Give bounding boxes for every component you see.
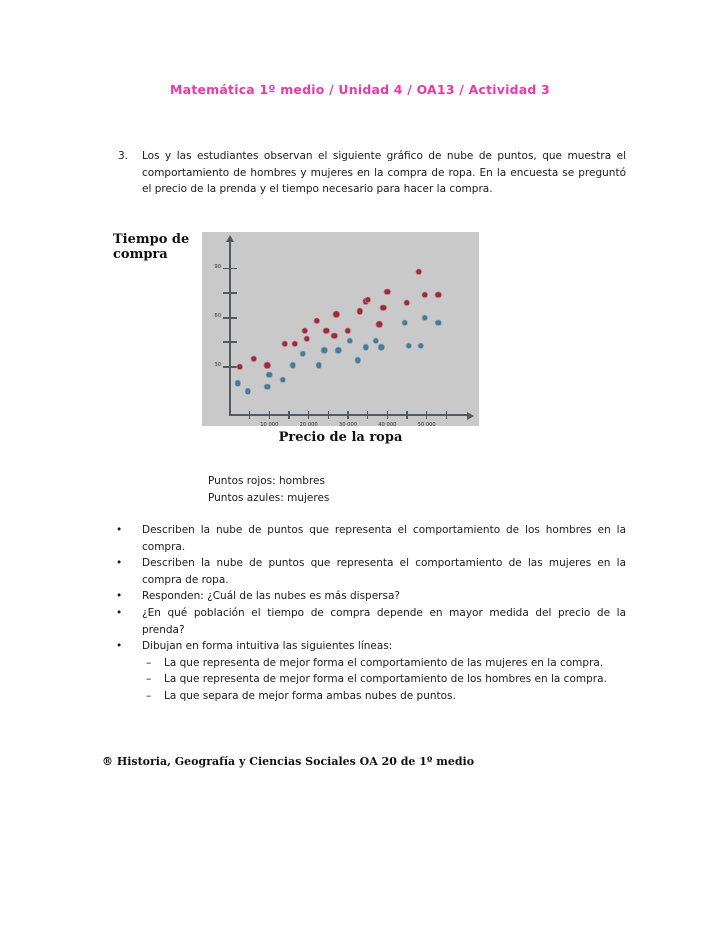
chart-data-point-hombres bbox=[314, 318, 319, 323]
chart-x-axis-title: Precio de la ropa bbox=[278, 430, 403, 445]
chart-data-point-hombres bbox=[385, 289, 390, 294]
task-list-item-text: Dibujan en forma intuitiva las siguientes líneas: bbox=[142, 640, 393, 653]
task-sublist-item-text: La que separa de mejor forma ambas nubes de puntos. bbox=[164, 689, 456, 702]
dash-marker-icon: – bbox=[146, 689, 152, 702]
task-list-item bbox=[110, 588, 626, 605]
chart-data-point-mujeres bbox=[280, 377, 285, 382]
chart-data-point-mujeres bbox=[363, 344, 368, 349]
chart-data-point-mujeres bbox=[245, 389, 250, 394]
chart-data-point-hombres bbox=[416, 269, 421, 274]
chart-data-point-mujeres bbox=[379, 344, 384, 349]
task-list-item-text: Describen la nube de puntos que representa el comportamiento de los hombres en la compra. bbox=[142, 524, 626, 553]
task-sublist-item bbox=[146, 671, 626, 688]
chart-legend bbox=[208, 473, 329, 507]
chart-data-point-mujeres bbox=[347, 338, 352, 343]
chart-y-tick bbox=[223, 292, 237, 294]
task-list-item-text: Responden: ¿Cuál de las nubes es más dispersa? bbox=[142, 590, 400, 603]
chart-data-point-mujeres bbox=[335, 348, 340, 353]
chart-plot-area bbox=[202, 232, 479, 426]
bullet-marker-icon: • bbox=[116, 590, 123, 603]
legend-item-hombres: Puntos rojos: hombres bbox=[208, 475, 325, 487]
chart-x-tick bbox=[338, 411, 358, 428]
chart-x-tick-label: 40 000 bbox=[378, 422, 397, 428]
chart-data-point-mujeres bbox=[418, 343, 423, 348]
bullet-marker-icon: • bbox=[116, 606, 123, 619]
chart-data-point-hombres bbox=[345, 328, 350, 333]
chart-data-point-hombres bbox=[333, 312, 338, 317]
chart-x-tick bbox=[446, 411, 448, 419]
chart-x-tick bbox=[378, 411, 397, 428]
task-sublist-item-text: La que representa de mejor forma el comportamiento de las mujeres en la compra. bbox=[164, 656, 604, 669]
chart-y-axis-title: Tiempo de compra bbox=[113, 232, 190, 262]
bullet-marker-icon: • bbox=[116, 524, 123, 536]
chart-x-tick bbox=[367, 411, 369, 419]
chart-x-tick bbox=[417, 411, 436, 428]
bullet-marker-icon: • bbox=[116, 557, 123, 570]
task-list-item bbox=[110, 638, 626, 655]
chart-y-axis-arrow-icon bbox=[226, 235, 234, 242]
chart-data-point-mujeres bbox=[235, 381, 240, 386]
chart-data-point-hombres bbox=[292, 341, 297, 346]
task-list-item bbox=[110, 605, 626, 638]
chart-y-tick-label: 30 bbox=[214, 362, 221, 369]
chart-data-point-mujeres bbox=[355, 358, 360, 363]
bullet-marker-icon: • bbox=[116, 640, 123, 653]
chart-y-axis-line bbox=[229, 240, 231, 416]
chart-data-point-mujeres bbox=[316, 363, 321, 368]
chart-data-point-hombres bbox=[237, 364, 242, 369]
page-title: Matemática 1º medio / Unidad 4 / OA13 / Actividad 3 bbox=[170, 82, 550, 97]
dash-marker-icon: – bbox=[146, 656, 152, 669]
chart-x-tick bbox=[249, 411, 251, 419]
chart-x-tick bbox=[288, 411, 290, 419]
chart-data-point-hombres bbox=[282, 341, 287, 346]
chart-x-tick-label: 20 000 bbox=[299, 422, 318, 428]
chart-data-point-mujeres bbox=[300, 351, 305, 356]
chart-data-point-mujeres bbox=[373, 338, 378, 343]
chart-x-tick bbox=[260, 411, 279, 428]
chart-data-point-mujeres bbox=[265, 384, 270, 389]
chart-y-tick bbox=[223, 341, 237, 343]
task-list-item-text: Describen la nube de puntos que representa el comportamiento de las mujeres en la compra de ropa. bbox=[142, 557, 626, 586]
chart-data-point-mujeres bbox=[436, 320, 441, 325]
task-sublist-item bbox=[146, 655, 626, 672]
chart-data-point-hombres bbox=[377, 322, 382, 327]
chart-data-point-hombres bbox=[404, 300, 409, 305]
chart-data-point-hombres bbox=[381, 305, 386, 310]
chart-x-tick-label: 30 000 bbox=[338, 422, 358, 428]
task-sublist-item-text: La que representa de mejor forma el comportamiento de los hombres en la compra. bbox=[164, 673, 607, 686]
chart-y-tick-label: 60 bbox=[214, 312, 221, 319]
intro-number: 3. bbox=[118, 150, 129, 162]
chart-data-point-mujeres bbox=[290, 363, 295, 368]
task-list-item-text: ¿En qué población el tiempo de compra depende en mayor medida del precio de la prenda? bbox=[142, 606, 626, 636]
chart-x-tick-label: 10 000 bbox=[260, 422, 279, 428]
chart-data-point-hombres bbox=[304, 336, 309, 341]
task-sublist-item bbox=[146, 688, 626, 705]
chart-plot-inner bbox=[202, 232, 479, 426]
chart-data-point-hombres bbox=[357, 308, 362, 313]
chart-x-tick-label: 50 000 bbox=[417, 422, 436, 428]
chart-data-point-hombres bbox=[422, 292, 427, 297]
chart-data-point-hombres bbox=[365, 297, 370, 302]
chart-x-tick bbox=[299, 411, 318, 428]
chart-data-point-hombres bbox=[251, 356, 256, 361]
chart-data-point-mujeres bbox=[406, 343, 411, 348]
chart-data-point-hombres bbox=[302, 328, 307, 333]
chart-data-point-hombres bbox=[436, 292, 441, 297]
chart-data-point-hombres bbox=[265, 363, 270, 368]
chart-x-tick bbox=[328, 411, 330, 419]
chart-data-point-mujeres bbox=[267, 372, 272, 377]
chart-x-axis-arrow-icon bbox=[467, 412, 474, 420]
intro-text: Los y las estudiantes observan el siguiente gráfico de nube de puntos, que muestra el comportamiento de hombres y mujeres en la compra de ropa. En la encuesta se preguntó el precio de la prenda y el tiempo necesario para hacer la compra. bbox=[142, 150, 626, 195]
footer-credit: ® Historia, Geografía y Ciencias Sociales OA 20 de 1º medio bbox=[102, 755, 475, 768]
chart-data-point-mujeres bbox=[322, 348, 327, 353]
task-list bbox=[110, 522, 626, 705]
legend-item-mujeres: Puntos azules: mujeres bbox=[208, 492, 330, 504]
chart-y-tick-label: 90 bbox=[214, 263, 221, 270]
chart-data-point-hombres bbox=[332, 333, 337, 338]
intro-block bbox=[118, 148, 626, 198]
chart-y-tick bbox=[214, 263, 237, 270]
chart-x-tick bbox=[406, 411, 408, 419]
chart-data-point-mujeres bbox=[422, 315, 427, 320]
chart-y-tick bbox=[214, 312, 237, 319]
scatter-chart bbox=[113, 228, 483, 458]
dash-marker-icon: – bbox=[146, 673, 152, 686]
chart-y-tick bbox=[214, 362, 237, 369]
chart-data-point-mujeres bbox=[402, 320, 407, 325]
task-list-item bbox=[110, 555, 626, 588]
task-list-item bbox=[110, 522, 626, 555]
chart-data-point-hombres bbox=[324, 328, 329, 333]
